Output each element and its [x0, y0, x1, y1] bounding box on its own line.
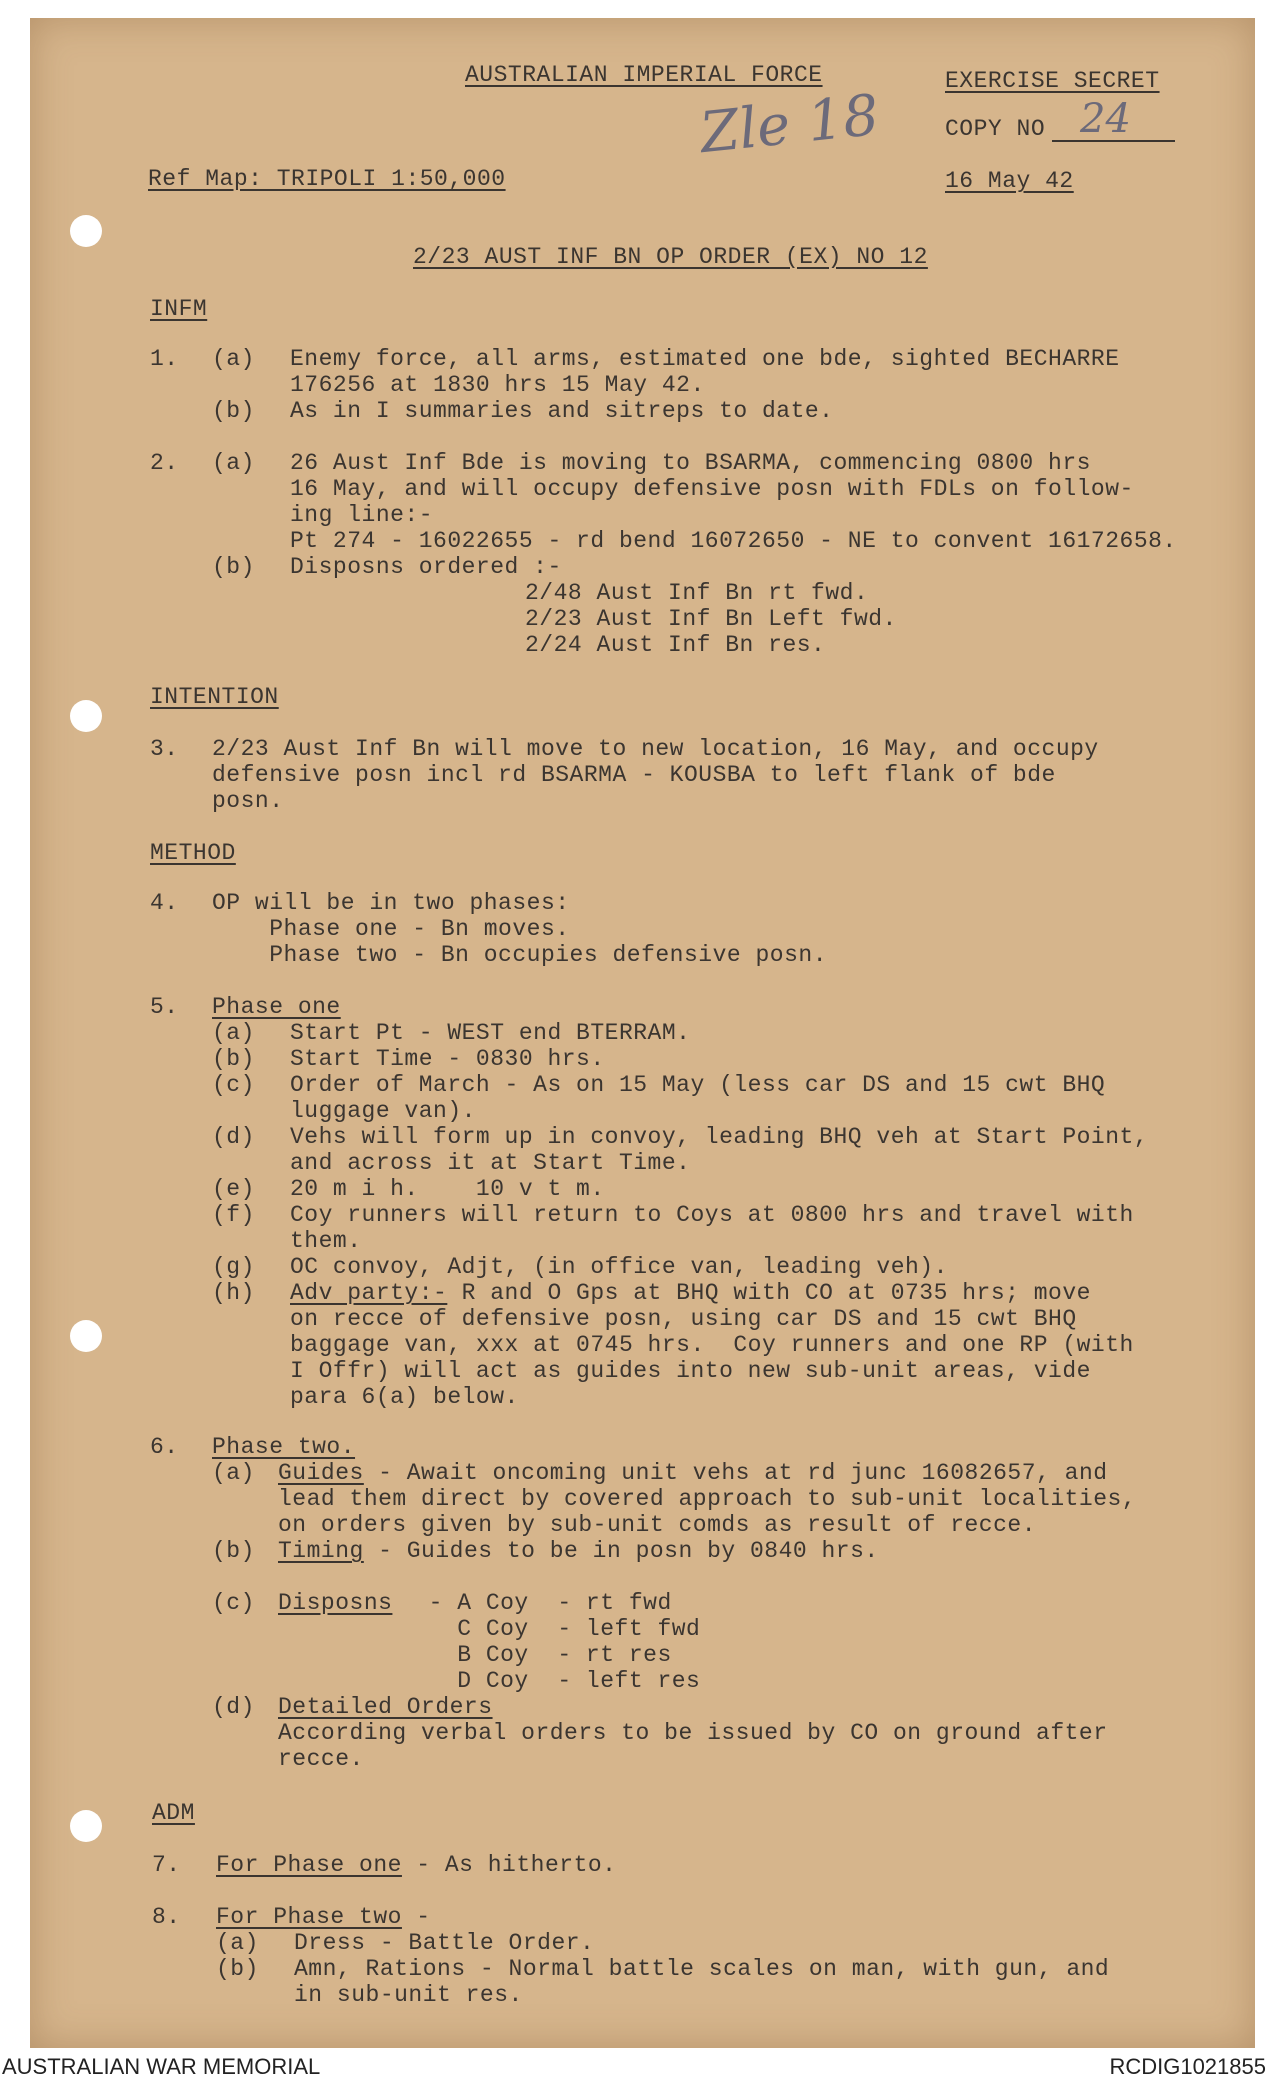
text-line: Start Pt - WEST end BTERRAM. [290, 1020, 691, 1046]
text-line: Enemy force, all arms, estimated one bde, sighted BECHARRE [290, 346, 1120, 372]
document-date: 16 May 42 [945, 168, 1074, 194]
text-line: Disposns ordered :- [290, 554, 562, 580]
para2-a-text [290, 450, 1177, 554]
para8-b-text [294, 1956, 1109, 2008]
item-key: Timing [278, 1538, 364, 1564]
item-key: Guides [278, 1460, 364, 1486]
text-line: As in I summaries and sitreps to date. [290, 398, 834, 424]
section-heading-intention: INTENTION [150, 684, 279, 710]
para-heading: Phase one [212, 994, 341, 1020]
text-line: - Guides to be in posn by 0840 hrs. [363, 1538, 879, 1564]
list-item: - A Coy - rt fwd [400, 1590, 672, 1616]
text-line: luggage van). [290, 1098, 476, 1124]
archive-reference: RCDIG1021855 [1109, 2054, 1266, 2079]
item-key: For Phase one [216, 1852, 402, 1878]
list-item: D Coy - left res [400, 1668, 701, 1694]
list-item: C Coy - left fwd [400, 1616, 701, 1642]
para-number: 4. [150, 890, 179, 916]
list-item: B Coy - rt res [400, 1642, 672, 1668]
text-line: I Offr) will act as guides into new sub-unit areas, vide [290, 1358, 1091, 1384]
archive-credit: AUSTRALIAN WAR MEMORIAL [2, 2054, 321, 2079]
item-label: (c) [212, 1590, 255, 1616]
para1-a-text [290, 346, 1120, 398]
text-line: 26 Aust Inf Bde is moving to BSARMA, commencing 0800 hrs [290, 450, 1091, 476]
text-line: Start Time - 0830 hrs. [290, 1046, 605, 1072]
item-label: (b) [212, 554, 255, 580]
item-label: (a) [212, 450, 255, 476]
text-line: Dress - Battle Order. [294, 1930, 595, 1956]
section-heading-adm: ADM [152, 1800, 195, 1826]
section-heading-infm: INFM [150, 296, 208, 322]
item-key: For Phase two [216, 1904, 402, 1930]
para-heading: Phase two. [212, 1434, 356, 1460]
item-label: (c) [212, 1072, 255, 1098]
text-line: ing line:- [290, 502, 434, 528]
para-number: 6. [150, 1434, 179, 1460]
punch-hole [70, 1810, 102, 1842]
text-line: 2/23 Aust Inf Bn will move to new location, 16 May, and occupy [212, 736, 1099, 762]
text-line: According verbal orders to be issued by CO on ground after [278, 1720, 1108, 1746]
item-label: (d) [212, 1694, 255, 1720]
para5-h-text [290, 1280, 1134, 1410]
text-line: them. [290, 1228, 362, 1254]
text-line: - Await oncoming unit vehs at rd junc 16082657, and [363, 1460, 1108, 1486]
text-line: posn. [212, 788, 284, 814]
text-line: defensive posn incl rd BSARMA - KOUSBA to left flank of bde [212, 762, 1056, 788]
classification: EXERCISE SECRET [945, 68, 1160, 94]
para-number: 7. [152, 1852, 181, 1878]
item-label: (b) [212, 398, 255, 424]
text-line: 176256 at 1830 hrs 15 May 42. [290, 372, 705, 398]
copy-label: COPY NO [945, 116, 1046, 142]
text-line: recce. [278, 1746, 364, 1772]
text-line: baggage van, xxx at 0745 hrs. Coy runners and one RP (with [290, 1332, 1134, 1358]
item-label: (a) [212, 1460, 255, 1486]
text-line: - As hitherto. [401, 1852, 617, 1878]
text-line: R and O Gps at BHQ with CO at 0735 hrs; move [447, 1280, 1091, 1306]
list-item: 2/23 Aust Inf Bn Left fwd. [525, 606, 897, 632]
text-line: Vehs will form up in convoy, leading BHQ veh at Start Point, [290, 1124, 1149, 1150]
list-item: 2/24 Aust Inf Bn res. [525, 632, 826, 658]
item-label: (a) [212, 1020, 255, 1046]
punch-hole [70, 1320, 102, 1352]
item-label: (g) [212, 1254, 255, 1280]
text-line: and across it at Start Time. [290, 1150, 691, 1176]
dispositions-list [525, 580, 897, 658]
handwritten-annotation: Zle 18 [697, 82, 882, 167]
para-number: 8. [152, 1904, 181, 1930]
para6-b-text [278, 1538, 879, 1564]
reference-map: Ref Map: TRIPOLI 1:50,000 [148, 166, 506, 192]
text-line: 20 m i h. 10 v t m. [290, 1176, 605, 1202]
text-line: - [401, 1904, 431, 1930]
para7-text [216, 1852, 616, 1878]
text-line: Phase one - Bn moves. [212, 916, 570, 942]
copy-number: 24 [1080, 96, 1131, 142]
section-heading-method: METHOD [150, 840, 236, 866]
company-dispositions [400, 1590, 700, 1694]
list-item: 2/48 Aust Inf Bn rt fwd. [525, 580, 869, 606]
text-line: Order of March - As on 15 May (less car DS and 15 cwt BHQ [290, 1072, 1106, 1098]
item-label: (b) [212, 1046, 255, 1072]
para-number: 2. [150, 450, 179, 476]
para5-d-text [290, 1124, 1148, 1176]
text-line: Phase two - Bn occupies defensive posn. [212, 942, 827, 968]
punch-hole [70, 215, 102, 247]
text-line: OC convoy, Adjt, (in office van, leading veh). [290, 1254, 948, 1280]
text-line: lead them direct by covered approach to sub-unit localities, [278, 1486, 1137, 1512]
item-label: (e) [212, 1176, 255, 1202]
document-heading: AUSTRALIAN IMPERIAL FORCE [465, 62, 823, 88]
para5-c-text [290, 1072, 1105, 1124]
para-number: 5. [150, 994, 179, 1020]
text-line: para 6(a) below. [290, 1384, 519, 1410]
text-line: in sub-unit res. [294, 1982, 523, 2008]
item-key: Detailed Orders [278, 1694, 493, 1720]
text-line: 16 May, and will occupy defensive posn with FDLs on follow- [290, 476, 1134, 502]
para6-a-text [278, 1460, 1136, 1538]
para3-text [212, 736, 1099, 814]
text-line: on orders given by sub-unit comds as result of recce. [278, 1512, 1037, 1538]
item-label: (b) [212, 1538, 255, 1564]
item-label: (h) [212, 1280, 255, 1306]
text-line: OP will be in two phases: [212, 890, 570, 916]
para-number: 3. [150, 736, 179, 762]
punch-hole [70, 700, 102, 732]
item-label: (a) [216, 1930, 259, 1956]
item-label: (f) [212, 1202, 255, 1228]
order-title: 2/23 AUST INF BN OP ORDER (EX) NO 12 [413, 244, 928, 270]
text-line: Coy runners will return to Coys at 0800 hrs and travel with [290, 1202, 1134, 1228]
text-line: on recce of defensive posn, using car DS and 15 cwt BHQ [290, 1306, 1077, 1332]
item-label: (a) [212, 346, 255, 372]
para5-f-text [290, 1202, 1134, 1254]
item-label: (b) [216, 1956, 259, 1982]
item-key: Adv party:- [290, 1280, 448, 1306]
para6-d-text [278, 1720, 1108, 1772]
para4-text [212, 890, 827, 968]
para8-heading [216, 1904, 431, 1930]
item-label: (d) [212, 1124, 255, 1150]
item-key: Disposns [278, 1590, 393, 1616]
text-line: Amn, Rations - Normal battle scales on man, with gun, and [294, 1956, 1110, 1982]
text-line: Pt 274 - 16022655 - rd bend 16072650 - NE to convent 16172658. [290, 528, 1177, 554]
para-number: 1. [150, 346, 179, 372]
